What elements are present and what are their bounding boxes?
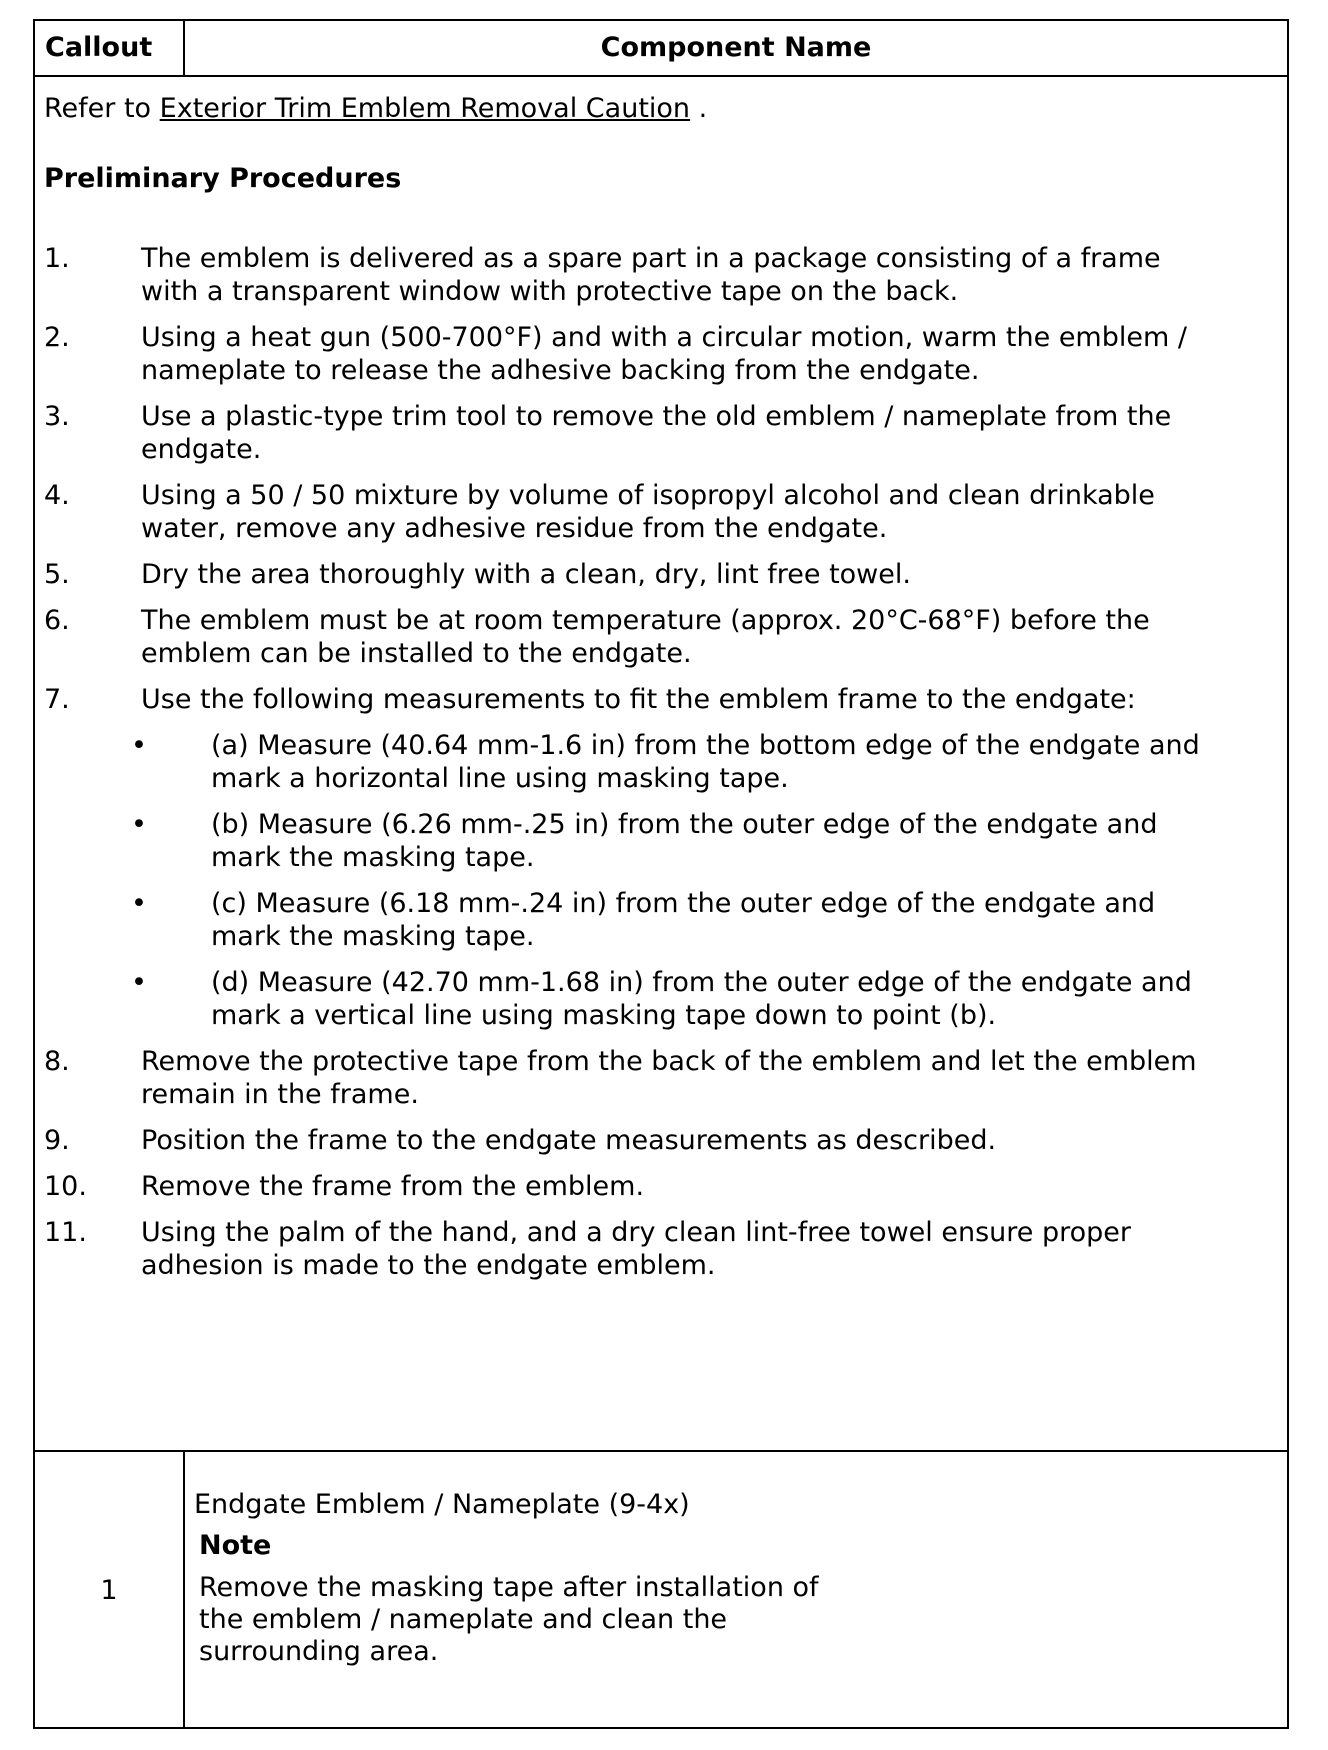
measurement-item-d [131, 966, 1224, 1032]
step-9 [44, 1124, 1224, 1157]
component-cell [185, 1452, 1287, 1727]
procedure-body-row [35, 77, 1287, 1452]
measurement-text: (b) Measure (6.26 mm-.25 in) from the outer edge of the endgate and mark the masking tape. [211, 809, 1158, 873]
step-8 [44, 1045, 1224, 1111]
preliminary-procedures-heading: Preliminary Procedures [44, 163, 402, 194]
step-number: 10. [44, 1171, 87, 1202]
callout-number: 1 [35, 1452, 185, 1727]
refer-suffix: . [698, 93, 708, 124]
table-header-row [35, 21, 1287, 77]
step-number: 4. [44, 480, 70, 511]
bullet-glyph: • [131, 809, 147, 840]
step-3 [44, 400, 1224, 466]
callout-row-1 [35, 1452, 1287, 1727]
step-text: Using a 50 / 50 mixture by volume of isopropyl alcohol and clean drinkable water, remove any adhesive residue from the endgate. [141, 480, 1155, 544]
measurement-item-b [131, 808, 1224, 874]
step-number: 3. [44, 401, 70, 432]
refer-prefix: Refer to [44, 93, 152, 124]
step-text: Position the frame to the endgate measurements as described. [141, 1125, 997, 1156]
procedure-table [33, 19, 1289, 1729]
step-text: Use a plastic-type trim tool to remove the old emblem / nameplate from the endgate. [141, 401, 1172, 465]
step-number: 7. [44, 684, 70, 715]
measurement-text: (a) Measure (40.64 mm-1.6 in) from the bottom edge of the endgate and mark a horizontal line using masking tape. [211, 730, 1200, 794]
step-6 [44, 604, 1224, 670]
measurement-item-c [131, 887, 1224, 953]
step-text: The emblem must be at room temperature (approx. 20°C-68°F) before the emblem can be installed to the endgate. [141, 605, 1150, 669]
bullet-glyph: • [131, 967, 147, 998]
step-number: 8. [44, 1046, 70, 1077]
note-text: Remove the masking tape after installation of the emblem / nameplate and clean the surrounding area. [199, 1572, 819, 1667]
measurement-list [131, 729, 1224, 1032]
step-number: 11. [44, 1217, 87, 1248]
note-heading: Note [199, 1530, 272, 1561]
step-4 [44, 479, 1224, 545]
component-name: Endgate Emblem / Nameplate (9-4x) [194, 1489, 690, 1520]
step-number: 6. [44, 605, 70, 636]
procedure-step-list [44, 242, 1224, 1295]
step-number: 9. [44, 1125, 70, 1156]
step-number: 1. [44, 243, 70, 274]
step-text: Using a heat gun (500-700°F) and with a circular motion, warm the emblem / nameplate to release the adhesive backing from the endgate. [141, 322, 1187, 386]
step-text: The emblem is delivered as a spare part in a package consisting of a frame with a transparent window with protective tape on the back. [141, 243, 1161, 307]
step-text: Remove the frame from the emblem. [141, 1171, 645, 1202]
bullet-glyph: • [131, 730, 147, 761]
step-text: Dry the area thoroughly with a clean, dry, lint free towel. [141, 559, 911, 590]
refer-to-line [44, 93, 707, 125]
callout-column-header: Callout [35, 21, 185, 75]
measurement-text: (c) Measure (6.18 mm-.24 in) from the outer edge of the endgate and mark the masking tape. [211, 888, 1156, 952]
step-11 [44, 1216, 1224, 1282]
component-name-column-header: Component Name [600, 32, 872, 63]
bullet-glyph: • [131, 888, 147, 919]
step-text: Remove the protective tape from the back of the emblem and let the emblem remain in the frame. [141, 1046, 1197, 1110]
step-text: Using the palm of the hand, and a dry clean lint-free towel ensure proper adhesion is made to the endgate emblem. [141, 1217, 1131, 1281]
measurement-item-a [131, 729, 1224, 795]
measurement-text: (d) Measure (42.70 mm-1.68 in) from the outer edge of the endgate and mark a vertical line using masking tape down to point (b). [211, 967, 1192, 1031]
step-5 [44, 558, 1224, 591]
step-text: Use the following measurements to fit the emblem frame to the endgate: [141, 684, 1136, 715]
step-2 [44, 321, 1224, 387]
exterior-trim-caution-link[interactable]: Exterior Trim Emblem Removal Caution [159, 93, 691, 124]
step-1 [44, 242, 1224, 308]
step-number: 5. [44, 559, 70, 590]
step-10 [44, 1170, 1224, 1203]
step-7 [44, 683, 1224, 1032]
step-number: 2. [44, 322, 70, 353]
